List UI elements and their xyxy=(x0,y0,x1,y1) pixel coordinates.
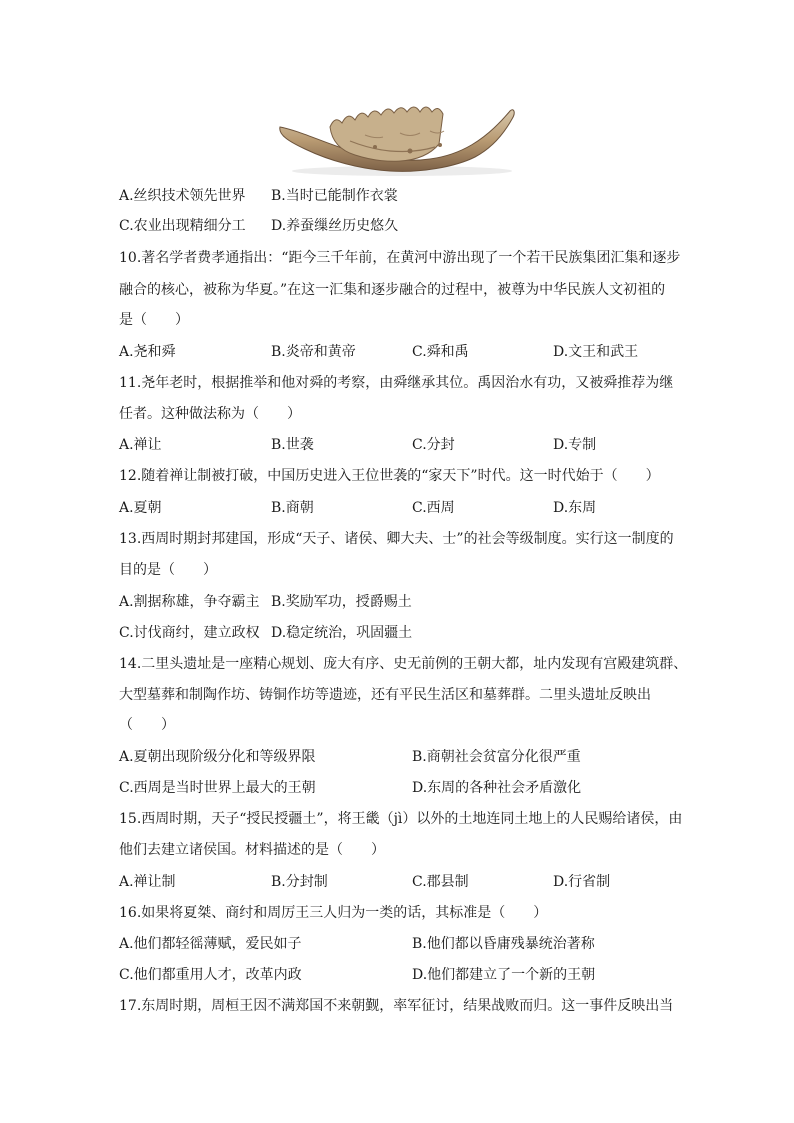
q17-stem-line-1: 17.东周时期，周桓王因不满郑国不来朝觐，率军征讨，结果战败而归。这一事件反映出当 xyxy=(119,998,674,1014)
q10-option-c[interactable]: C.舜和禹 xyxy=(412,344,469,360)
cocoon-artifact-icon xyxy=(270,97,524,179)
q12-option-d[interactable]: D.东周 xyxy=(553,500,597,516)
q12-stem-line-1: 12.随着禅让制被打破，中国历史进入王位世袭的“家天下”时代。这一时代始于（ ） xyxy=(119,468,660,484)
q13-option-a[interactable]: A.割据称雄，争夺霸主 xyxy=(119,594,260,610)
q9-option-b[interactable]: B.当时已能制作衣裳 xyxy=(271,188,398,204)
q9-option-a[interactable]: A.丝织技术领先世界 xyxy=(119,188,246,204)
q11-option-d[interactable]: D.专制 xyxy=(553,437,597,453)
q9-option-c[interactable]: C.农业出现精细分工 xyxy=(119,218,246,234)
q14-option-b[interactable]: B.商朝社会贫富分化很严重 xyxy=(412,749,581,765)
q10-option-b[interactable]: B.炎帝和黄帝 xyxy=(271,344,356,360)
q11-stem-line-1: 11.尧年老时，根据推举和他对舜的考察，由舜继承其位。禹因治水有功，又被舜推荐为继 xyxy=(119,375,674,391)
q12-option-c[interactable]: C.西周 xyxy=(412,500,455,516)
q14-stem-line-2: 大型墓葬和制陶作坊、铸铜作坊等遗迹，还有平民生活区和墓葬群。二里头遗址反映出 xyxy=(119,687,651,703)
q11-option-a[interactable]: A.禅让 xyxy=(119,437,162,453)
q14-option-d[interactable]: D.东周的各种社会矛盾激化 xyxy=(412,780,582,796)
q11-stem-line-2: 任者。这种做法称为（ ） xyxy=(119,406,301,422)
q10-option-a[interactable]: A.尧和舜 xyxy=(119,344,176,360)
q16-option-b[interactable]: B.他们都以昏庸残暴统治著称 xyxy=(412,936,595,952)
q14-option-c[interactable]: C.西周是当时世界上最大的王朝 xyxy=(119,780,316,796)
q13-option-d[interactable]: D.稳定统治，巩固疆土 xyxy=(271,625,413,641)
q15-option-c[interactable]: C.郡县制 xyxy=(412,874,469,890)
q10-stem-line-3: 是（ ） xyxy=(119,312,189,328)
silkworm-cocoon-image xyxy=(270,97,524,179)
q14-stem-line-1: 14.二里头遗址是一座精心规划、庞大有序、史无前例的王朝大都，址内发现有宫殿建筑群、 xyxy=(119,656,688,672)
q15-stem-line-2: 他们去建立诸侯国。材料描述的是（ ） xyxy=(119,842,385,858)
q16-option-a[interactable]: A.他们都轻徭薄赋，爱民如子 xyxy=(119,936,302,952)
q15-option-b[interactable]: B.分封制 xyxy=(271,874,328,890)
q11-option-b[interactable]: B.世袭 xyxy=(271,437,314,453)
q13-stem-line-2: 目的是（ ） xyxy=(119,562,217,578)
q12-option-b[interactable]: B.商朝 xyxy=(271,500,314,516)
q13-stem-line-1: 13.西周时期封邦建国，形成“天子、诸侯、卿大夫、士”的社会等级制度。实行这一制度的 xyxy=(119,531,674,547)
q10-stem-line-1: 10.著名学者费孝通指出：“距今三千年前，在黄河中游出现了一个若干民族集团汇集和逐步 xyxy=(119,250,681,266)
q14-stem-line-3: （ ） xyxy=(119,717,175,733)
q13-option-c[interactable]: C.讨伐商纣，建立政权 xyxy=(119,625,260,641)
q16-option-d[interactable]: D.他们都建立了一个新的王朝 xyxy=(412,967,596,983)
q15-option-a[interactable]: A.禅让制 xyxy=(119,874,176,890)
q16-option-c[interactable]: C.他们都重用人才，改革内政 xyxy=(119,967,302,983)
q10-option-d[interactable]: D.文王和武王 xyxy=(553,344,639,360)
q10-stem-line-2: 融合的核心，被称为华夏。”在这一汇集和逐步融合的过程中，被尊为中华民族人文初祖的 xyxy=(119,282,666,298)
q16-stem-line-1: 16.如果将夏桀、商纣和周厉王三人归为一类的话，其标准是（ ） xyxy=(119,905,548,921)
q12-option-a[interactable]: A.夏朝 xyxy=(119,500,162,516)
q9-option-d[interactable]: D.养蚕缫丝历史悠久 xyxy=(271,218,399,234)
q14-option-a[interactable]: A.夏朝出现阶级分化和等级界限 xyxy=(119,749,316,765)
q11-option-c[interactable]: C.分封 xyxy=(412,437,455,453)
q15-option-d[interactable]: D.行省制 xyxy=(553,874,611,890)
q13-option-b[interactable]: B.奖励军功，授爵赐土 xyxy=(271,594,412,610)
q15-stem-line-1: 15.西周时期，天子“授民授疆土”，将王畿（jì）以外的土地连同土地上的人民赐给诸侯，由 xyxy=(119,811,683,827)
